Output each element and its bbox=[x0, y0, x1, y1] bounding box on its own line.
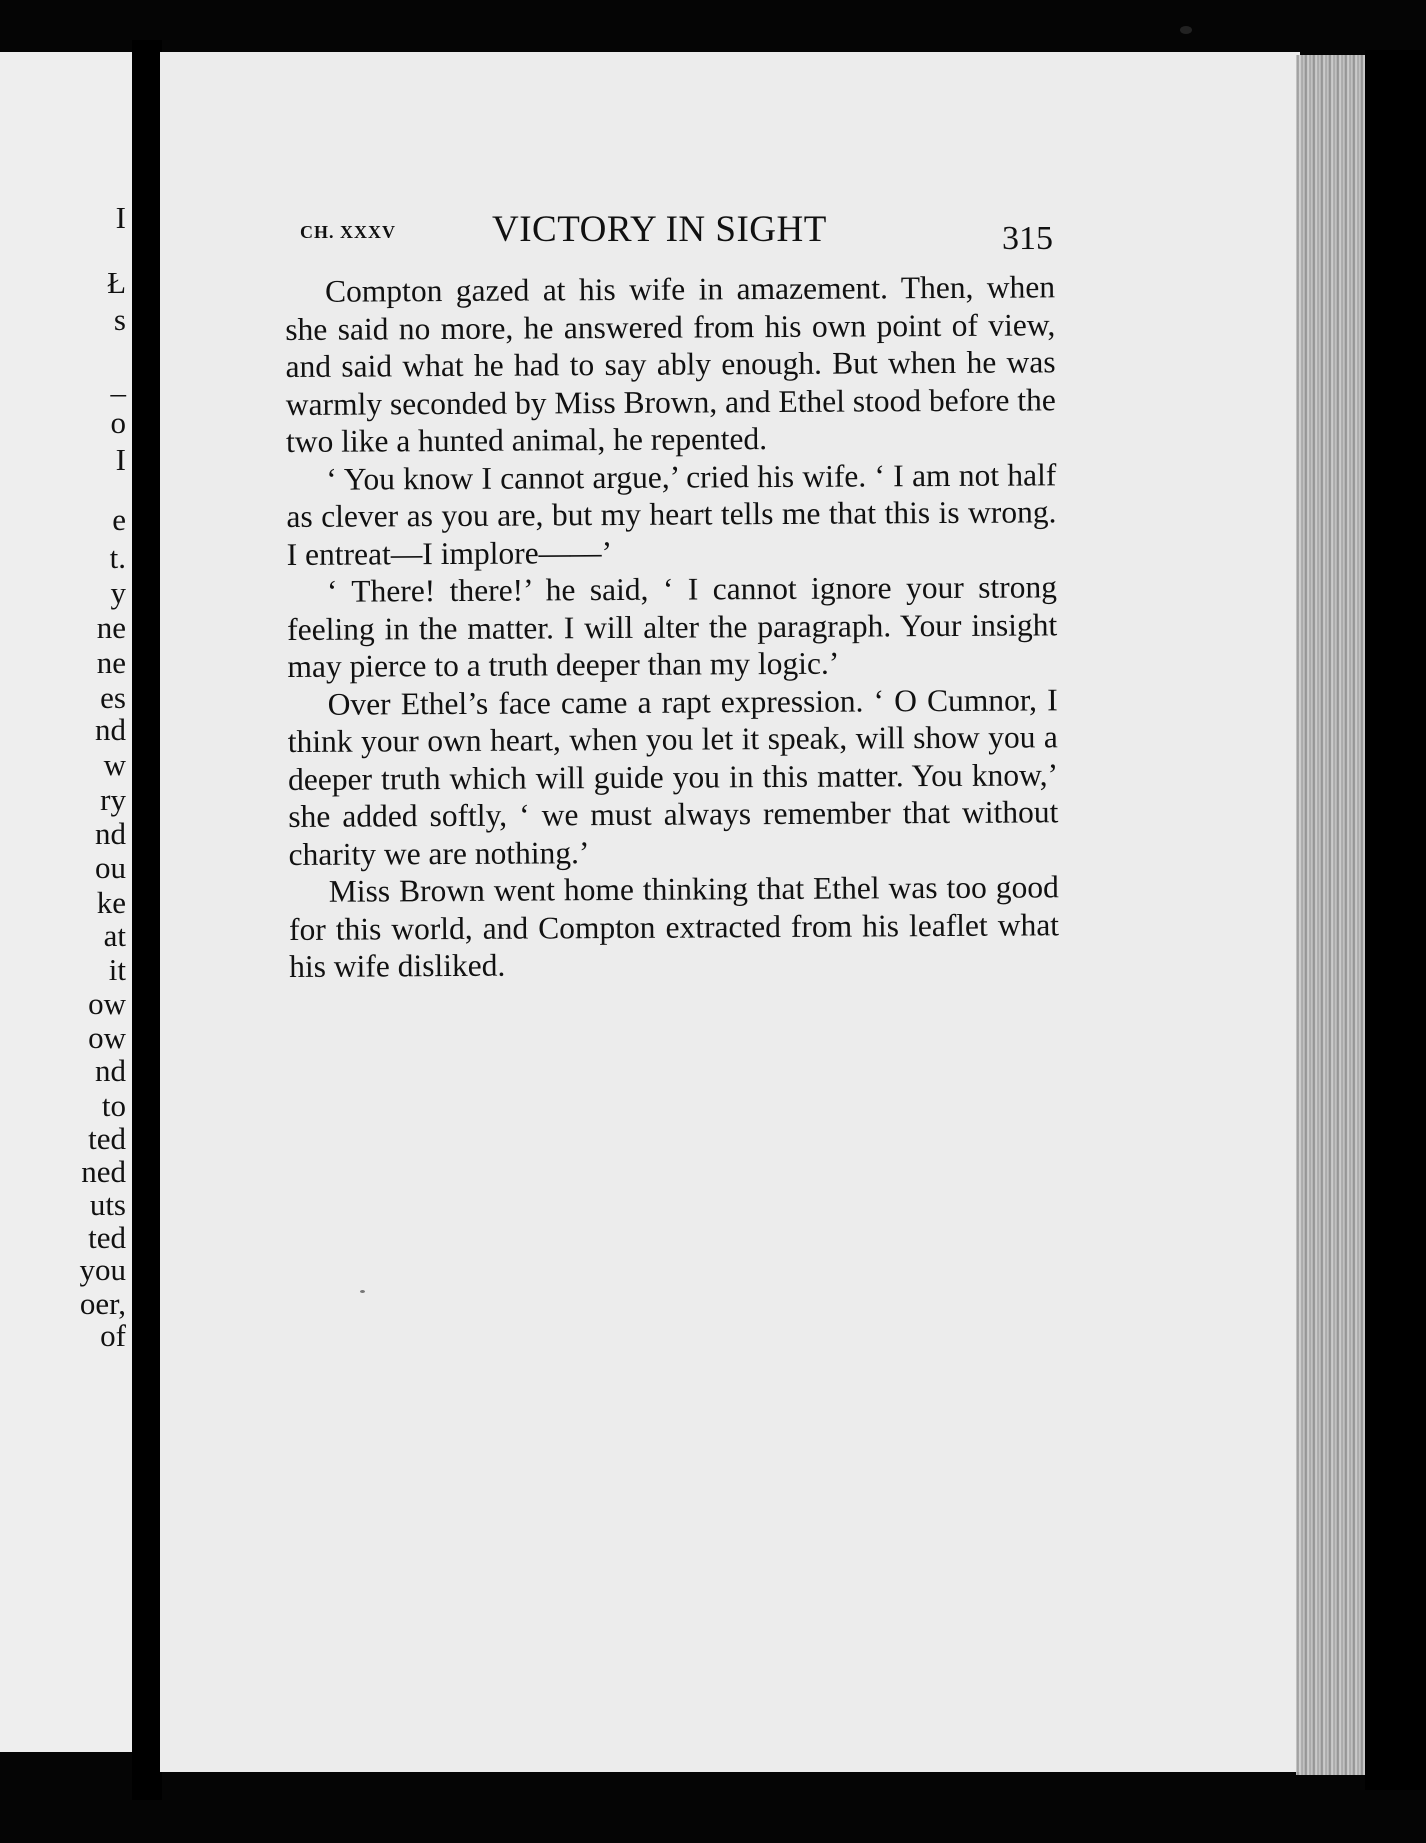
previous-page-fragment-text: ke bbox=[96, 885, 126, 920]
previous-page-fragment-text: Ł bbox=[107, 265, 126, 300]
previous-page-fragment-text: t. bbox=[109, 540, 126, 575]
dust-speck bbox=[360, 1290, 365, 1293]
running-title: VICTORY IN SIGHT bbox=[492, 209, 827, 250]
previous-page-fragment-text: – bbox=[110, 375, 126, 410]
previous-page-fragment-text: ne bbox=[96, 610, 126, 645]
previous-page-fragment-text: of bbox=[100, 1318, 126, 1353]
previous-page-fragment bbox=[0, 52, 132, 1752]
previous-page-fragment-text: ted bbox=[88, 1220, 126, 1255]
previous-page-fragment-text: you bbox=[79, 1252, 126, 1287]
previous-page-fragment-text: ry bbox=[100, 782, 126, 817]
previous-page-fragment-text: I bbox=[115, 200, 126, 235]
paragraph: Miss Brown went home thinking that Ethel was too good for this world, and Compton extracted from his leaflet what his wife disliked. bbox=[288, 869, 1060, 984]
previous-page-fragment-text: ne bbox=[96, 645, 126, 680]
previous-page-fragment-text: to bbox=[101, 1088, 126, 1123]
book-gutter bbox=[132, 40, 162, 1800]
previous-page-fragment-text: s bbox=[113, 302, 126, 337]
previous-page-fragment-text: oer, bbox=[79, 1286, 126, 1321]
edge-shadow bbox=[1365, 50, 1426, 1790]
previous-page-fragment-text: ned bbox=[81, 1154, 126, 1189]
previous-page-fragment-text: o bbox=[110, 405, 126, 440]
paragraph: ‘ You know I cannot argue,’ cried his wife. ‘ I am not half as clever as you are, but my heart tells me that this is wrong. I entreat—I implore——’ bbox=[286, 456, 1057, 572]
previous-page-fragment-text: nd bbox=[95, 816, 126, 851]
paragraph: Compton gazed at his wife in amazement. Then, when she said no more, he answered from his own point of view, and said what he had to say ably enough. But when he was warmly seconded by Miss Brown, and Ethel stood before the two like a hunted animal, he repented. bbox=[285, 269, 1056, 459]
previous-page-fragment-text: w bbox=[103, 747, 126, 782]
running-header bbox=[300, 208, 1070, 258]
previous-page-fragment-text: ou bbox=[95, 850, 126, 885]
paragraph: ‘ There! there!’ he said, ‘ I cannot ignore your strong feeling in the matter. I will alter the paragraph. Your insight may pierce to a truth deeper than my logic.’ bbox=[287, 569, 1058, 684]
previous-page-fragment-text: at bbox=[103, 918, 126, 953]
paragraph: Over Ethel’s face came a rapt expression. ‘ O Cumnor, I think your own heart, when you let it speak, will show you a deeper truth which will guide you in this matter. You know,’ she added softly, ‘ we must always remember that without charity we are nothing.’ bbox=[287, 681, 1059, 872]
previous-page-fragment-text: uts bbox=[89, 1187, 126, 1222]
page-edges bbox=[1296, 55, 1368, 1775]
previous-page-fragment-text: ow bbox=[88, 986, 126, 1021]
previous-page-fragment-text: nd bbox=[95, 712, 126, 747]
previous-page-fragment-text: ow bbox=[88, 1020, 126, 1055]
previous-page-fragment-text: es bbox=[100, 680, 126, 715]
body-text bbox=[285, 268, 1059, 985]
previous-page-fragment-text: e bbox=[112, 502, 126, 537]
page-number: 315 bbox=[1002, 220, 1053, 257]
chapter-reference: CH. XXXV bbox=[300, 222, 396, 242]
previous-page-fragment-text: nd bbox=[95, 1053, 126, 1088]
previous-page-fragment-text: it bbox=[108, 952, 126, 987]
previous-page-fragment-text: y bbox=[110, 575, 126, 610]
dust-speck bbox=[1180, 26, 1192, 34]
previous-page-fragment-text: I bbox=[115, 442, 126, 477]
previous-page-fragment-text: ted bbox=[88, 1121, 126, 1156]
